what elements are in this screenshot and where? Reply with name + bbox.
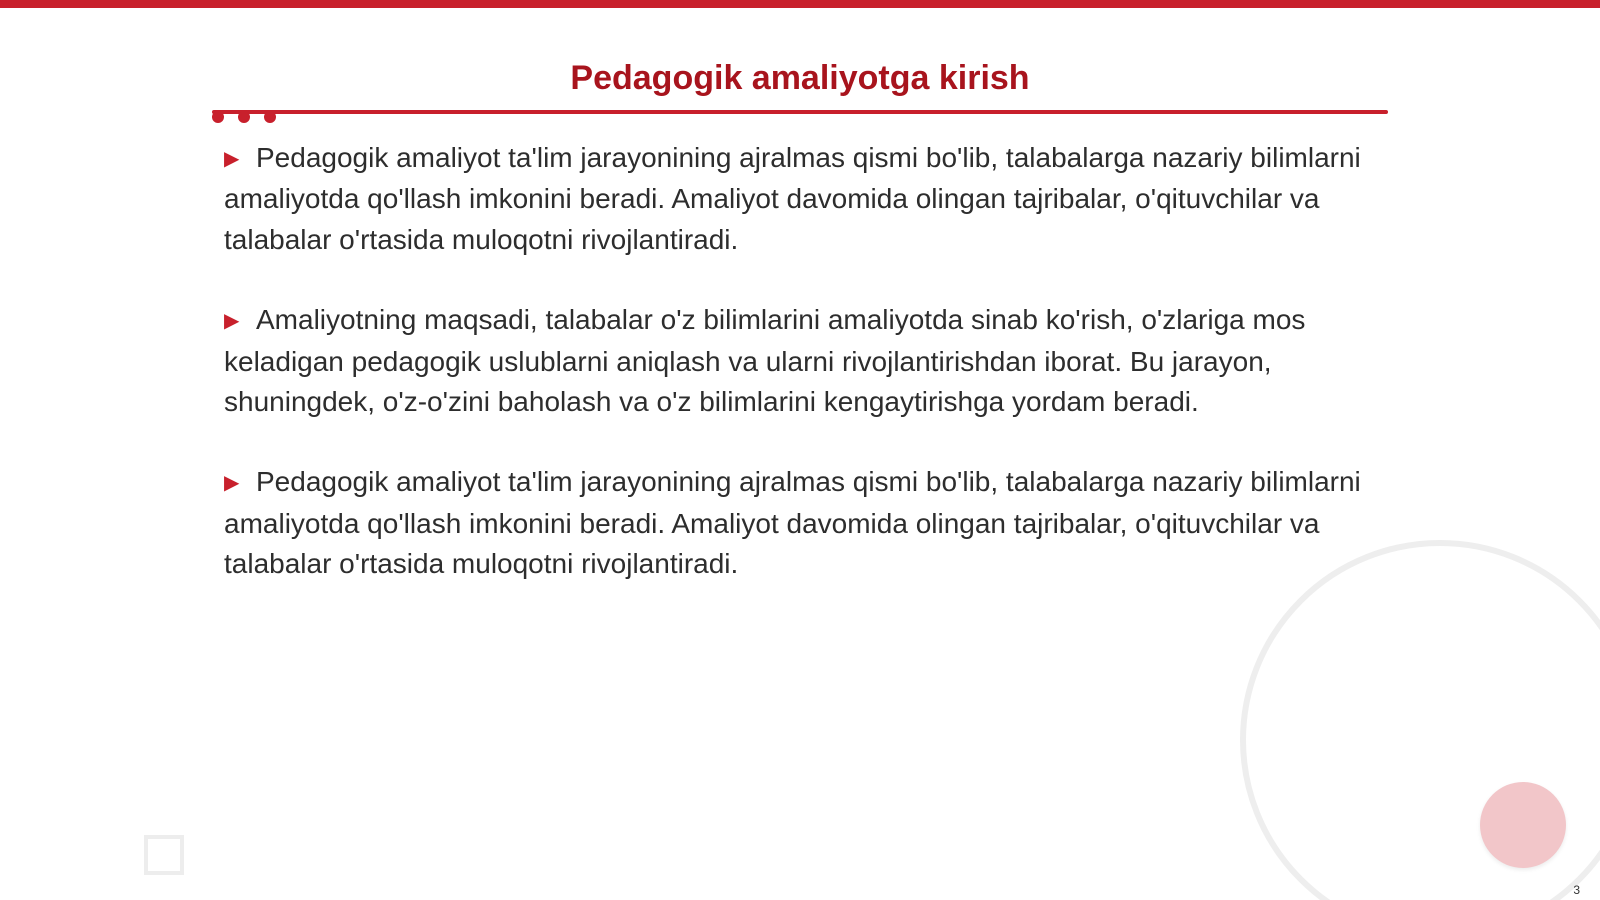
decor-dot xyxy=(238,111,250,123)
decor-dot xyxy=(264,111,276,123)
bullet-paragraph xyxy=(224,300,1374,422)
slide-title: Pedagogik amaliyotga kirish xyxy=(570,59,1030,97)
bullet-paragraph xyxy=(224,462,1374,584)
slide-body xyxy=(224,138,1374,625)
decor-pink-circle xyxy=(1480,782,1566,868)
top-accent-bar xyxy=(0,0,1600,8)
decor-square xyxy=(144,835,184,875)
paragraph-text: Pedagogik amaliyot ta'lim jarayonining ajralmas qismi bo'lib, talabalarga nazariy bilimlarni amaliyotda qo'llash imkonini beradi. Amaliyot davomida olingan tajribalar, o'qituvchilar va talabalar o'rtasida muloqotni rivojlantiradi. xyxy=(224,466,1361,580)
paragraph-text: Pedagogik amaliyot ta'lim jarayonining ajralmas qismi bo'lib, talabalarga nazariy bilimlarni amaliyotda qo'llash imkonini beradi. Amaliyot davomida olingan tajribalar, o'qituvchilar va talabalar o'rtasida muloqotni rivojlantiradi. xyxy=(224,142,1361,255)
bullet-arrow-icon: ▶ xyxy=(224,472,240,495)
decor-dot xyxy=(212,111,224,123)
bullet-paragraph xyxy=(224,138,1374,260)
bullet-arrow-icon: ▶ xyxy=(224,310,240,333)
title-dots-decoration xyxy=(212,111,282,125)
page-number: 3 xyxy=(1573,883,1580,897)
title-underline xyxy=(212,110,1388,114)
paragraph-text: Amaliyotning maqsadi, talabalar o'z bilimlarini amaliyotda sinab ko'rish, o'zlariga mos keladigan pedagogik uslublarni aniqlash va ularni rivojlantirishdan iborat. Bu jarayon, shuningdek, o'z-o'zini baholash va o'z bilimlarini kengaytirishga yordam beradi. xyxy=(224,304,1306,418)
bullet-arrow-icon: ▶ xyxy=(224,148,240,170)
